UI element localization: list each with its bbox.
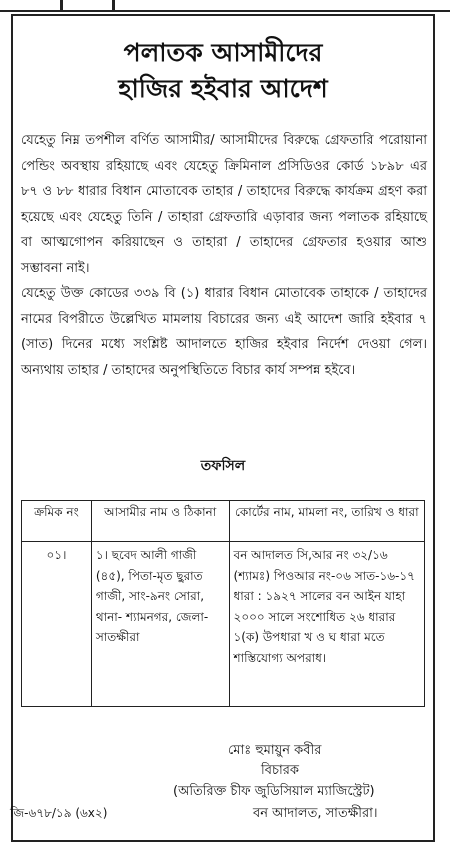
body-paragraph-2: যেহেতু উক্ত কোডের ৩৩৯ বি (১) ধারার বিধান মোতাবেক তাহাকে / তাহাদের নামের বিপরীতে উল্লেখিত মামলায় বিচারের জন্য এই আদেশ জারি হইবার ৭ (সাত) দিনের মধ্যে সংশ্লিষ্ট আদালতে হাজির হইবার নির্দেশ দেওয়া গেল। অন্যথায় তাহার / তাহাদের অনুপস্থিতিতে বিচার কার্য সম্পন্ন হইবে। (21, 286, 427, 378)
cell-name-address: ১। ছবেদ আলী গাজী (৪৫), পিতা-মৃত ছুরাত গাজী, সাং-৯নং সোরা, থানা- শ্যামনগর, জেলা-সাতক্ষীরা (91, 542, 229, 707)
schedule-table (21, 500, 425, 707)
table-header-row (22, 501, 425, 542)
header-court-case: কোর্টের নাম, মামলা নং, তারিখ ও ধারা (229, 501, 424, 542)
cropped-top-border (0, 0, 450, 12)
cell-court-case: বন আদালত সি,আর নং ৩২/১৬ (শ্যামঃ) পিওআর নং-০৬ সাত-১৬-১৭ ধারা : ১৯২৭ সালের বন আইন যাহা ২০০০ সালে সংশোধিত ২৬ ধারার ১(ক) উপধারা খ ও ঘ ধারা মতে শাস্তিযোগ্য অপরাধ। (229, 542, 424, 707)
signatory-office: (অতিরিক্ত চীফ জুডিসিয়াল ম্যাজিস্ট্রেট) (173, 784, 375, 799)
table-row (22, 542, 425, 707)
body-paragraph-1: যেহেতু নিম্ন তপশীল বর্ণিত আসামীর/ আসামীদের বিরুদ্ধে গ্রেফতারি পরোয়ানা পেন্ডিং অবস্থায় রহিয়াছে এবং যেহেতু ক্রিমিনাল প্রসিডিওর কোর্ড ১৮৯৮ এর ৮৭ ও ৮৮ ধারার বিধান মোতাবেক তাহার / তাহাদের বিরুদ্ধে কার্যক্রম গ্রহণ করা হয়েছে এবং যেহেতু তিনি / তাহারা গ্রেফতারি এড়াবার জন্য পলাতক রহিয়াছে বা আত্মগোপন করিয়াছেন ও তাহারা / তাহাদের গ্রেফতার হওয়ার আশু সম্ভাবনা নাই। (21, 133, 427, 276)
signatory-name: মোঃ হুমায়ুন কবীর (228, 743, 322, 758)
signatory-designation: বিচারক (261, 763, 299, 778)
border-tick (112, 0, 115, 10)
border-tick (60, 0, 63, 10)
header-serial: ক্রমিক নং (22, 501, 92, 542)
header-name-address: আসামীর নাম ও ঠিকানা (91, 501, 229, 542)
schedule-heading: তফসিল (200, 458, 246, 474)
notice-title-line1: পলাতক আসামীদের (123, 38, 323, 67)
publication-reference: জি-৬৭৮/১৯ (৬x২) (10, 806, 108, 820)
notice-frame (11, 14, 435, 842)
signatory-court: বন আদালত, সাতক্ষীরা। (253, 806, 378, 821)
cell-serial: ০১। (22, 542, 92, 707)
notice-body (21, 128, 427, 383)
notice-title-line2: হাজির হইবার আদেশ (118, 74, 328, 103)
